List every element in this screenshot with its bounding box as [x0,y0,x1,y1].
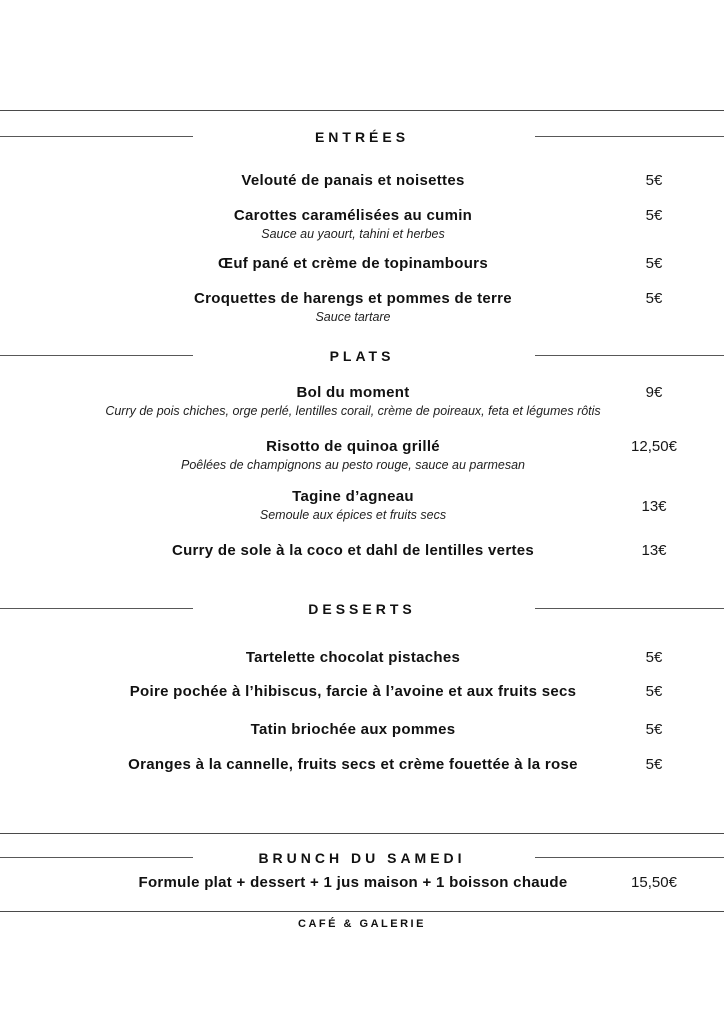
menu-item-price: 15,50€ [631,874,677,891]
menu-item-name: Bol du moment [296,384,410,401]
menu-item-description: Poêlées de champignons au pesto rouge, sauce au parmesan [181,458,525,472]
divider-left [0,857,193,858]
menu-item-description: Sauce tartare [315,310,391,324]
divider-left [0,355,193,356]
menu-item-price: 5€ [645,721,663,738]
menu-item [0,647,724,668]
divider-right [535,355,724,356]
menu-item [0,170,724,191]
menu-item-name: Velouté de panais et noisettes [241,172,465,189]
horizontal-rule-middle [0,833,724,834]
section-header-brunch [0,847,724,869]
divider-right [535,857,724,858]
menu-item-price: 13€ [641,498,667,515]
menu-item-name: Croquettes de harengs et pommes de terre [194,290,512,307]
menu-item-price: 5€ [645,683,663,700]
divider-left [0,608,193,609]
divider-right [535,136,724,137]
menu-item-price: 5€ [645,649,663,666]
menu-item-description: Semoule aux épices et fruits secs [259,508,447,522]
menu-item-price: 13€ [641,542,667,559]
menu-item [0,436,724,474]
section-title: ENTRÉES [314,129,410,145]
footer-label: CAFÉ & GALERIE [298,918,426,930]
menu-item-price: 5€ [645,207,663,224]
menu-item-name: Œuf pané et crème de topinambours [218,255,488,272]
menu-item-name: Tartelette chocolat pistaches [245,649,461,666]
menu-item-price: 12,50€ [631,438,677,455]
menu-item-name: Curry de sole à la coco et dahl de lentilles vertes [171,542,535,559]
menu-item-price: 5€ [645,756,663,773]
menu-item [0,205,724,243]
menu-item-name: Tagine d’agneau [292,488,414,505]
menu-item [0,681,724,702]
menu-item [0,872,724,893]
menu-item-name: Carottes caramélisées au cumin [233,207,473,224]
menu-item [0,253,724,274]
menu-item [0,288,724,326]
menu-item-name: Formule plat + dessert + 1 jus maison + 1 boisson chaude [138,874,568,891]
section-title: DESSERTS [308,601,416,617]
horizontal-rule-top [0,110,724,111]
menu-item-name: Risotto de quinoa grillé [266,438,440,455]
section-header-desserts [0,598,724,620]
menu-item-description: Sauce au yaourt, tahini et herbes [261,227,445,241]
menu-item-name: Poire pochée à l’hibiscus, farcie à l’avoine et aux fruits secs [129,683,577,700]
menu-item [0,719,724,740]
menu-item [0,486,724,524]
menu-item-name: Oranges à la cannelle, fruits secs et crème fouettée à la rose [128,756,578,773]
menu-item-price: 5€ [645,290,663,307]
menu-item [0,382,724,420]
divider-right [535,608,724,609]
horizontal-rule-bottom [0,911,724,912]
menu-item-price: 9€ [645,384,663,401]
menu-item-name: Tatin briochée aux pommes [250,721,456,738]
menu-item [0,540,724,561]
menu-item-price: 5€ [645,255,663,272]
section-header-entrees [0,126,724,148]
section-title: BRUNCH DU SAMEDI [258,850,466,866]
menu-item-price: 5€ [645,172,663,189]
divider-left [0,136,193,137]
section-title: PLATS [329,348,395,364]
menu-item-description: Curry de pois chiches, orge perlé, lentilles corail, crème de poireaux, feta et légumes rôtis [105,404,601,418]
menu-item [0,754,724,775]
section-header-plats [0,345,724,367]
